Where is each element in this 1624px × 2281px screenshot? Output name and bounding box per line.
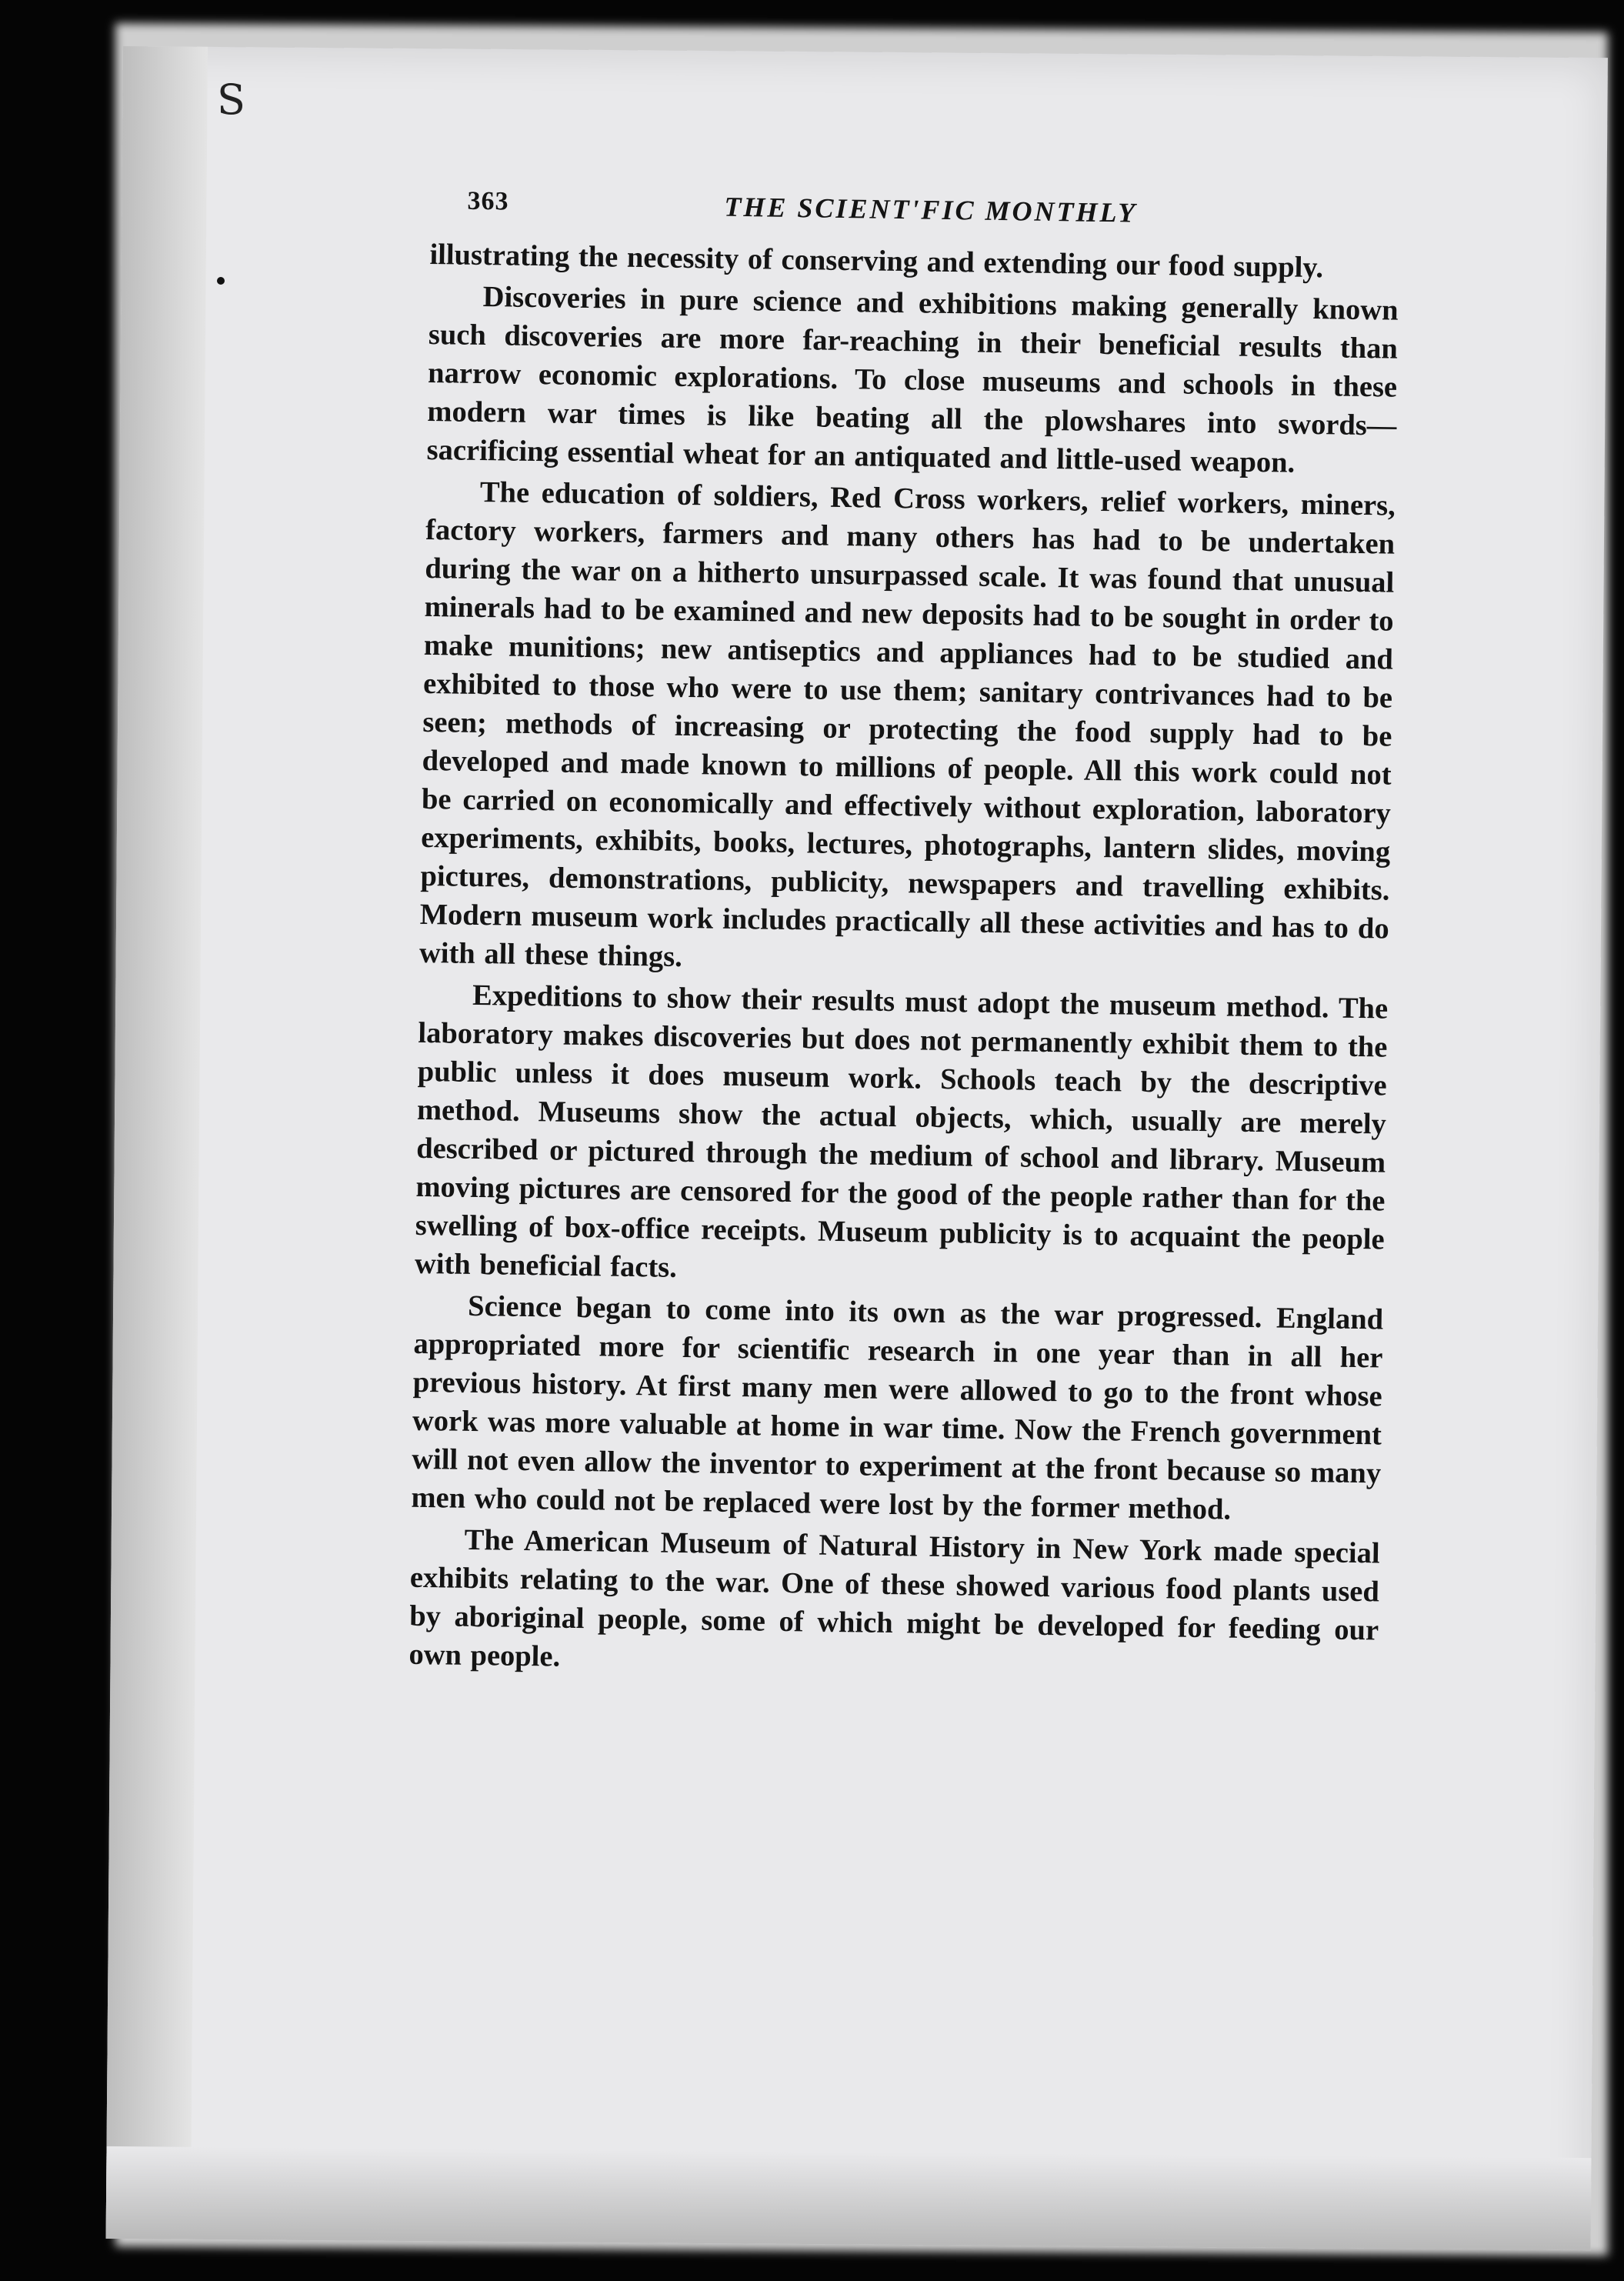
paragraph-1: illustrating the necessity of conserving and extending our food supply. [429,238,1324,285]
paragraph-3: The education of soldiers, Red Cross workers, relief workers, miners, factory workers, farmers and many others has had to be undertaken during the war on a hitherto unsurpassed scale. It was found that unusual minerals had to be examined and new deposits had to be sought in order to make munitions; new antiseptics and appliances had to be studied and exhibited to those who were to use them; sanitary contrivances had to be seen; methods of increasing or protecting the food supply had to be developed and made known to millions of people. All this work could not be carried on economically and effectively without exploration, laboratory experiments, exhibits, books, lectures, photographs, lantern slides, moving pictures, demonstrations, publicity, newspapers and travelling exhibits. Modern museum work includes practically all these activities and has to do with all these things. [419,475,1396,973]
paragraph-6: The American Museum of Natural History in New York made special exhibits relating to the war. One of these showed various food plants used by aboriginal people, some of which might be developed for feeding our own people. [409,1523,1380,1673]
paragraph-2: Discoveries in pure science and exhibitions making generally known such discoveries are more far-reaching in their beneficial results than narrow economic explorations. To close museums and schools in these modern war times is like beating all the plowshares into swords—sacrificing essential wheat for an antiquated and little-used weapon. [426,281,1399,479]
margin-mark: S [217,75,245,124]
margin-dot [217,277,225,285]
page-number: 363 [467,186,509,216]
journal-title: THE SCIENT'FIC MONTHLY [724,191,1138,228]
text-block [409,177,1400,1688]
paragraph-4: Expeditions to show their results must adopt the museum method. The laboratory makes discoveries but does not permanently exhibit them to the public unless it does museum work. Schools teach by the descriptive method. Museums show the actual objects, which, usually are merely described or pictured through the medium of school and library. Museum moving pictures are censored for the good of the people rather than for the swelling of box-office receipts. Museum publicity is to acquaint the people with beneficial facts. [414,979,1389,1284]
paragraph-5: Science began to come into its own as the war progressed. England appropriated more for scientific research in one year than in all her previous history. At first many men were allowed to go to the front whose work was more valuable at home in war time. Now the French government will not even allow the inventor to experiment at the front because so many men who could not be replaced were lost by the former method. [411,1289,1384,1526]
